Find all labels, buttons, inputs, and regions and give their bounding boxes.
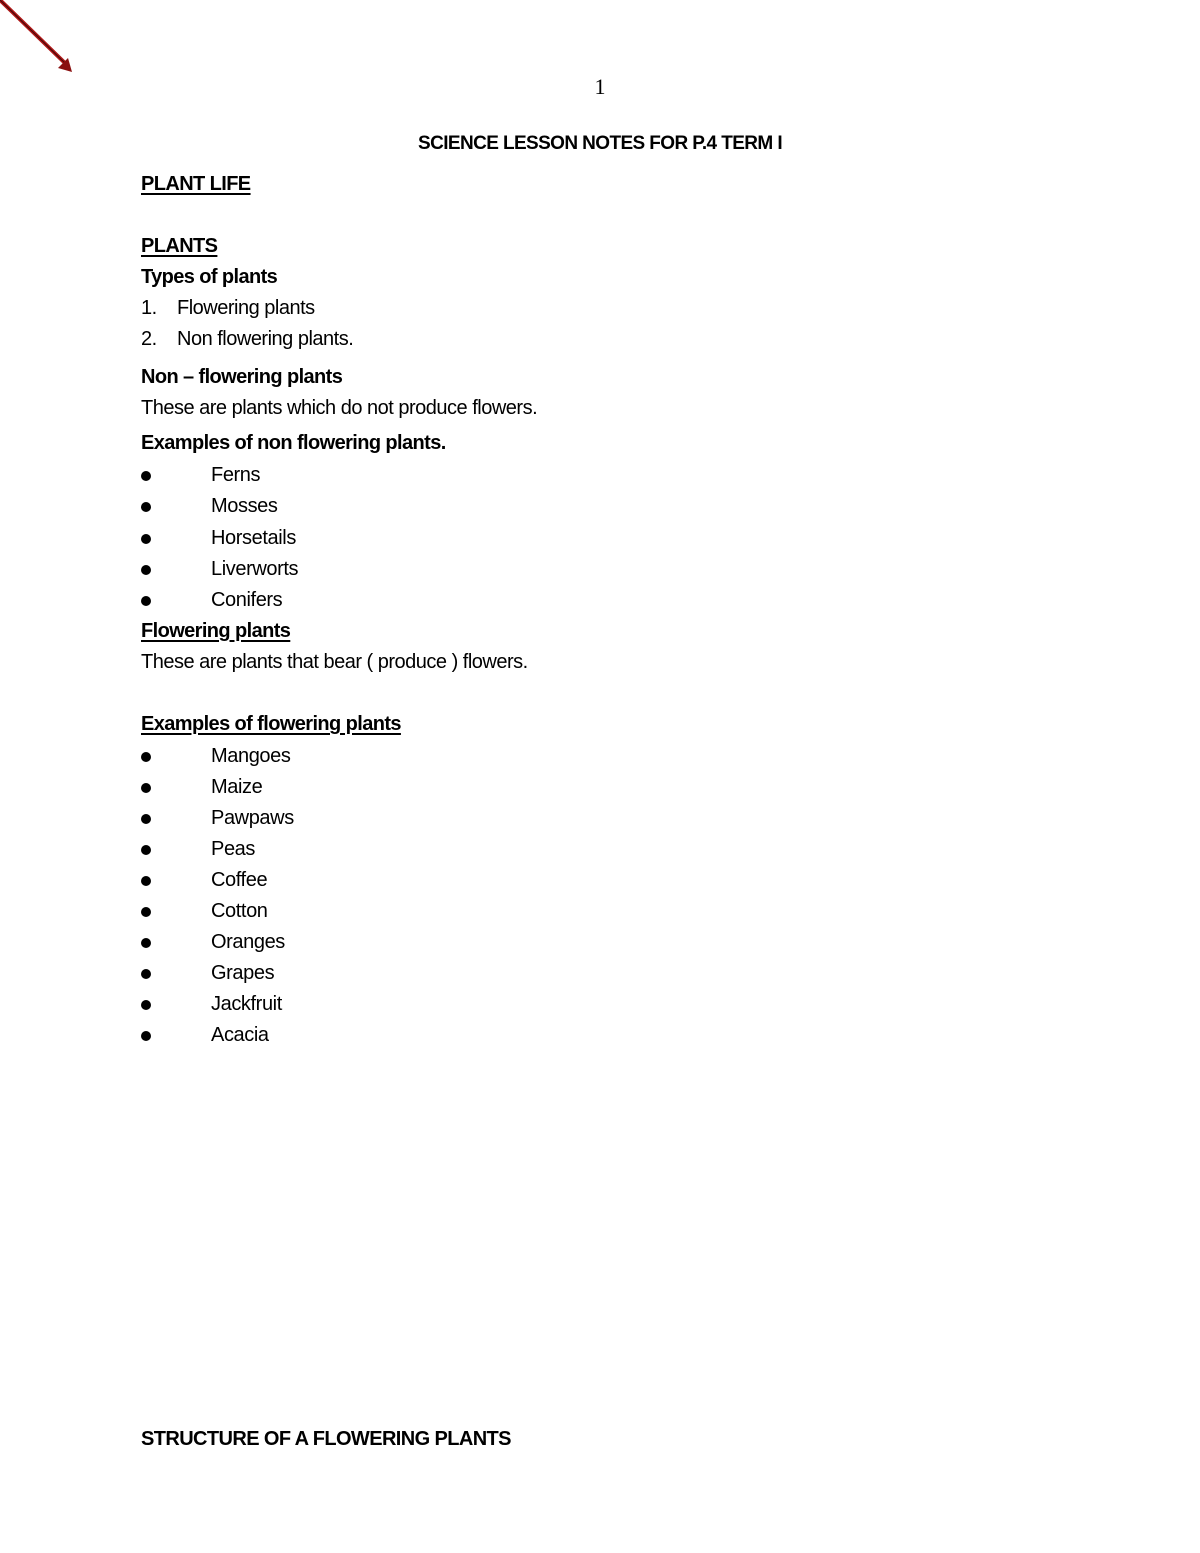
structure-heading: STRUCTURE OF A FLOWERING PLANTS [141,1428,511,1450]
list-item-label: Flowering plants [177,297,315,319]
bullet-dot-icon [141,783,151,793]
page-number: 1 [594,74,606,99]
list-number: 2. [141,328,157,350]
bullet-dot-icon [141,814,151,824]
bullet-dot-icon [141,752,151,762]
section-heading-plants: PLANTS [141,235,218,257]
pointer-arrow-icon [0,0,80,80]
list-item: Oranges [211,931,285,953]
bullet-dot-icon [141,845,151,855]
flowering-examples-heading: Examples of flowering plants [141,713,401,735]
bullet-dot-icon [141,502,151,512]
section-heading-plant-life: PLANT LIFE [141,173,251,195]
bullet-dot-icon [141,969,151,979]
list-item: Cotton [211,900,268,922]
flowering-heading: Flowering plants [141,620,291,642]
document-title: SCIENCE LESSON NOTES FOR P.4 TERM I [418,133,782,154]
bullet-dot-icon [141,596,151,606]
list-item: Liverworts [211,558,299,580]
non-flowering-definition: These are plants which do not produce flowers. [141,397,538,419]
list-item: Coffee [211,869,268,891]
list-item: Jackfruit [211,993,282,1015]
types-list-item [141,295,315,321]
list-item: Acacia [211,1024,269,1046]
list-item: Mangoes [211,745,291,767]
list-item-label: Non flowering plants. [177,328,354,350]
list-item: Horsetails [211,527,296,549]
list-number: 1. [141,297,157,319]
list-item: Grapes [211,962,275,984]
flowering-definition: These are plants that bear ( produce ) flowers. [141,651,528,673]
list-item: Pawpaws [211,807,294,829]
non-flowering-examples-heading: Examples of non flowering plants. [141,432,446,454]
bullet-dot-icon [141,907,151,917]
list-item: Maize [211,776,263,798]
bullet-dot-icon [141,471,151,481]
non-flowering-heading: Non – flowering plants [141,366,343,388]
list-item: Ferns [211,464,261,486]
bullet-dot-icon [141,1031,151,1041]
bullet-dot-icon [141,1000,151,1010]
bullet-dot-icon [141,938,151,948]
bullet-dot-icon [141,565,151,575]
types-heading: Types of plants [141,266,278,288]
bullet-dot-icon [141,876,151,886]
list-item: Peas [211,838,255,860]
list-item: Conifers [211,589,283,611]
bullet-dot-icon [141,534,151,544]
types-list-item [141,326,353,352]
list-item: Mosses [211,495,278,517]
